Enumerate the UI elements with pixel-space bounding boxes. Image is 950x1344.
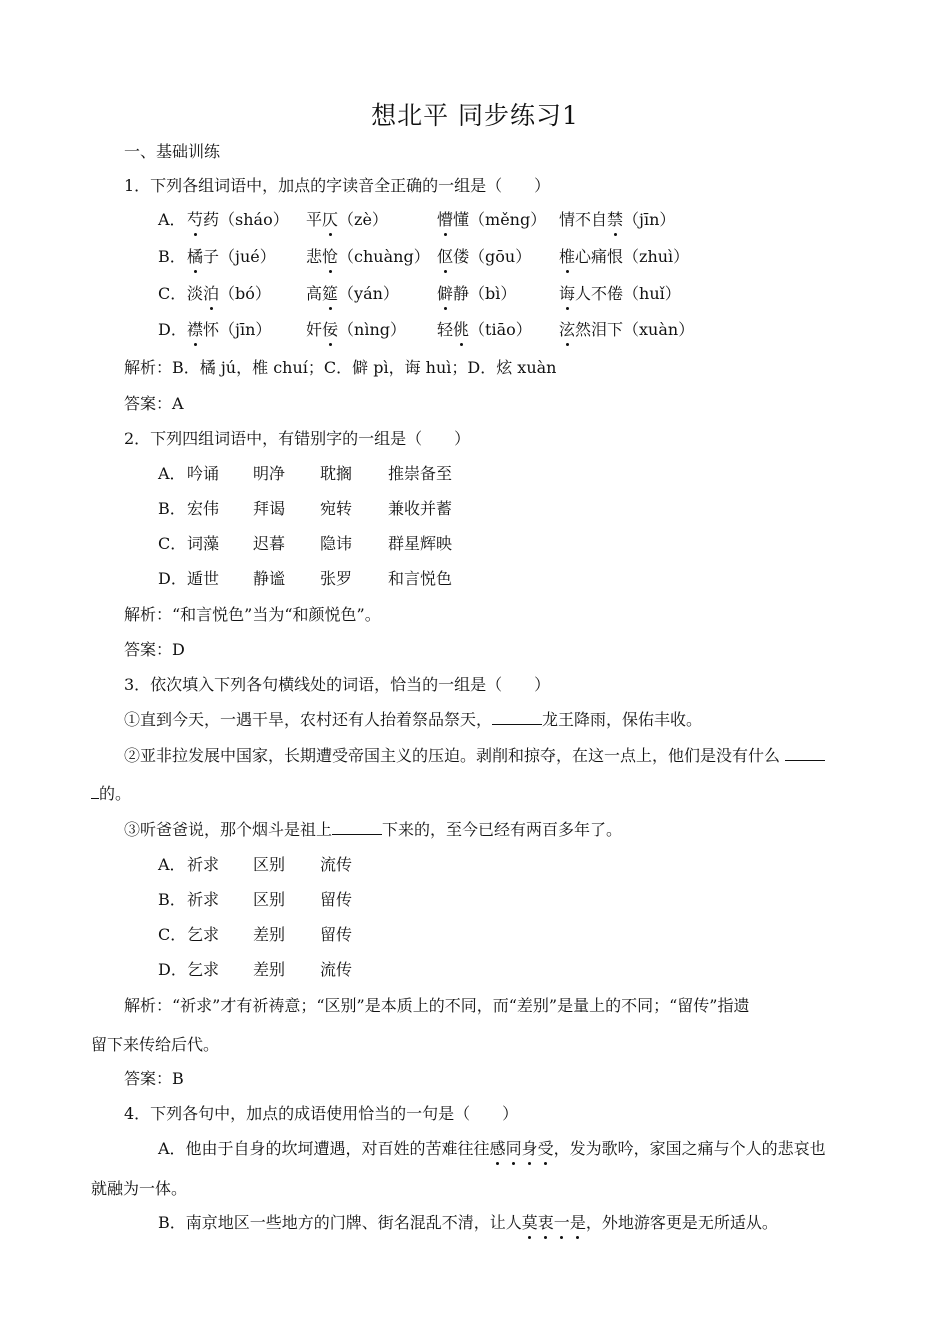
q1-option-item: [306, 284, 399, 304]
q3-option-word: 留传: [320, 890, 353, 909]
q3-option-letter: D．: [158, 960, 187, 979]
q3-s3-before: ③听爸爸说，那个烟斗是祖上: [124, 820, 333, 839]
item-text: 淡: [187, 284, 204, 303]
q3-option-word: 区别: [253, 890, 286, 909]
item-text: （nìng）: [338, 320, 407, 339]
q1-option-item: [306, 247, 430, 267]
q3-s3-after: 下来的，至今已经有两百多年了。: [382, 820, 623, 839]
q4-a-after: ，发为歌吟，家国之痛与个人的悲哀也: [553, 1139, 826, 1158]
q3-option-word: 祈求: [187, 855, 220, 874]
dotted-char: 同: [505, 1139, 522, 1158]
q1-analysis: 解析：B．橘 jú，椎 chuí；C．僻 pì，诲 huì；D．炫 xuàn: [124, 358, 557, 377]
fill-blank: [492, 710, 542, 725]
q1-option-item: [187, 284, 271, 304]
q1-answer: 答案：A: [124, 394, 184, 413]
q4-b-after: ，外地游客更是无所适从。: [585, 1213, 778, 1232]
item-text: 子（jué）: [203, 247, 276, 266]
q3-option-word: 差别: [253, 925, 286, 944]
item-text: 人不倦（huǐ）: [575, 284, 681, 303]
q4-stem: 4．下列各句中，加点的成语使用恰当的一句是（ ）: [124, 1104, 519, 1123]
q4-a-before: A．他由于自身的坎坷遭遇，对百姓的苦难往往: [158, 1139, 490, 1158]
dotted-char: 感: [489, 1139, 506, 1158]
dotted-char: 佻: [453, 320, 470, 339]
q3-analysis-line1: 解析：“祈求”才有祈祷意；“区别”是本质上的不同，而“差别”是量上的不同；“留传”指遗: [124, 996, 750, 1015]
q2-answer: 答案：D: [124, 640, 185, 659]
item-text: 怀（jīn）: [203, 320, 272, 339]
fill-blank: [332, 820, 382, 835]
q1-option-item: [559, 320, 694, 340]
q1-option-item: [187, 320, 271, 340]
q3-option-word: 乞求: [187, 925, 220, 944]
q2-analysis: 解析：“和言悦色”当为“和颜悦色”。: [124, 605, 381, 624]
dotted-char: 莫: [521, 1213, 538, 1232]
dotted-char: 一: [553, 1213, 570, 1232]
q3-analysis-line2: 留下来传给后代。: [91, 1035, 220, 1054]
section-heading: 一、基础训练: [124, 142, 221, 161]
q3-option-word: 乞求: [187, 960, 220, 979]
item-text: 然泪下（xuàn）: [575, 320, 695, 339]
dotted-char: 橘: [187, 247, 204, 266]
q3-sentence-2: [124, 746, 825, 766]
q3-sentence-3: [124, 820, 622, 840]
item-text: 悲: [306, 247, 323, 266]
q3-option-word: 区别: [253, 855, 286, 874]
dotted-char: 僻: [437, 284, 454, 303]
dotted-char: 仄: [322, 210, 339, 229]
item-text: 高: [306, 284, 323, 303]
item-text: 懂（měng）: [453, 210, 547, 229]
q1-option-item: [437, 210, 546, 230]
q1-option-letter: B．: [158, 247, 186, 266]
q1-option-item: [437, 247, 531, 267]
dotted-char: 佞: [322, 320, 339, 339]
q2-option-letter: A．: [158, 464, 186, 483]
dotted-char: 芍: [187, 210, 204, 229]
q2-option-word: 张罗: [320, 569, 353, 588]
q2-option-letter: B．: [158, 499, 186, 518]
q3-sentence-2-cont: [91, 784, 131, 804]
dotted-char: 身: [521, 1139, 538, 1158]
q3-option-word: 留传: [320, 925, 353, 944]
q1-option-letter: C．: [158, 284, 187, 303]
q3-option-letter: A．: [158, 855, 186, 874]
dotted-char: 是: [569, 1213, 586, 1232]
dotted-char: 受: [537, 1139, 554, 1158]
fill-blank: [91, 784, 99, 799]
page-title: 想北平 同步练习1: [371, 101, 579, 130]
item-text: 心痛恨（zhuì）: [575, 247, 690, 266]
q3-s1-before: ①直到今天，一遇干旱，农村还有人抬着祭品祭天，: [124, 710, 493, 729]
q2-option-word: 兼收并蓄: [388, 499, 453, 518]
q3-s2-after: 的。: [99, 784, 132, 803]
q1-option-item: [437, 320, 532, 340]
item-text: 静（bì）: [453, 284, 517, 303]
q2-option-word: 隐讳: [320, 534, 353, 553]
q2-option-letter: C．: [158, 534, 187, 553]
q1-option-letter: A．: [158, 210, 186, 229]
q2-option-word: 静谧: [253, 569, 286, 588]
q4-option-b: [158, 1213, 778, 1233]
q4-option-a: [158, 1139, 826, 1159]
q3-sentence-1: [124, 710, 702, 730]
dotted-char: 诲: [559, 284, 576, 303]
q4-option-a-cont: 就融为一体。: [91, 1179, 188, 1198]
dotted-char: 伛: [437, 247, 454, 266]
item-text: （tiāo）: [469, 320, 532, 339]
dotted-char: 怆: [322, 247, 339, 266]
q1-option-item: [437, 284, 516, 304]
q3-option-word: 流传: [320, 855, 353, 874]
dotted-char: 懵: [437, 210, 454, 229]
q2-option-word: 推崇备至: [388, 464, 453, 483]
q2-option-word: 词藻: [187, 534, 220, 553]
fill-blank: [785, 746, 825, 761]
dotted-char: 椎: [559, 247, 576, 266]
q2-option-letter: D．: [158, 569, 187, 588]
item-text: （chuàng）: [338, 247, 430, 266]
item-text: （jīn）: [623, 210, 676, 229]
q2-option-word: 吟诵: [187, 464, 220, 483]
q2-option-word: 和言悦色: [388, 569, 453, 588]
item-text: 奸: [306, 320, 323, 339]
dotted-char: 筵: [322, 284, 339, 303]
q2-stem: 2．下列四组词语中，有错别字的一组是（ ）: [124, 429, 471, 448]
q2-option-word: 宛转: [320, 499, 353, 518]
item-text: 平: [306, 210, 323, 229]
q1-option-item: [187, 210, 289, 230]
q2-option-word: 群星辉映: [388, 534, 453, 553]
q3-option-word: 差别: [253, 960, 286, 979]
dotted-char: 禁: [607, 210, 624, 229]
item-text: 轻: [437, 320, 454, 339]
dotted-char: 泊: [203, 284, 220, 303]
dotted-char: 襟: [187, 320, 204, 339]
q3-s2-before: ②亚非拉发展中国家，长期遭受帝国主义的压迫。剥削和掠夺，在这一点上，他们是没有什么: [124, 746, 786, 765]
q2-option-word: 遁世: [187, 569, 220, 588]
q3-option-word: 祈求: [187, 890, 220, 909]
q1-stem: 1．下列各组词语中，加点的字读音全正确的一组是（ ）: [124, 176, 551, 195]
item-text: 偻（gōu）: [453, 247, 532, 266]
q3-stem: 3．依次填入下列各句横线处的词语，恰当的一组是（ ）: [124, 675, 551, 694]
q2-option-word: 拜谒: [253, 499, 286, 518]
dotted-char: 泫: [559, 320, 576, 339]
q2-option-word: 明净: [253, 464, 286, 483]
q3-option-word: 流传: [320, 960, 353, 979]
q2-option-word: 迟暮: [253, 534, 286, 553]
q1-option-letter: D．: [158, 320, 187, 339]
q4-b-idiom: [522, 1213, 586, 1232]
item-text: （bó）: [219, 284, 271, 303]
item-text: 药（sháo）: [203, 210, 289, 229]
q1-option-item: [559, 210, 675, 230]
q3-answer: 答案：B: [124, 1069, 184, 1088]
q3-option-letter: B．: [158, 890, 186, 909]
q1-option-item: [559, 284, 681, 304]
dotted-char: 衷: [537, 1213, 554, 1232]
q1-option-item: [559, 247, 689, 267]
item-text: （yán）: [338, 284, 399, 303]
item-text: （zè）: [338, 210, 388, 229]
q1-option-item: [306, 320, 406, 340]
q4-a-idiom: [490, 1139, 554, 1158]
item-text: 情不自: [559, 210, 608, 229]
q2-option-word: 耽搁: [320, 464, 353, 483]
q4-b-before: B．南京地区一些地方的门牌、街名混乱不清，让人: [158, 1213, 522, 1232]
q1-option-item: [187, 247, 276, 267]
q3-option-letter: C．: [158, 925, 187, 944]
q1-option-item: [306, 210, 388, 230]
q3-s1-after: 龙王降雨，保佑丰收。: [542, 710, 703, 729]
q2-option-word: 宏伟: [187, 499, 220, 518]
